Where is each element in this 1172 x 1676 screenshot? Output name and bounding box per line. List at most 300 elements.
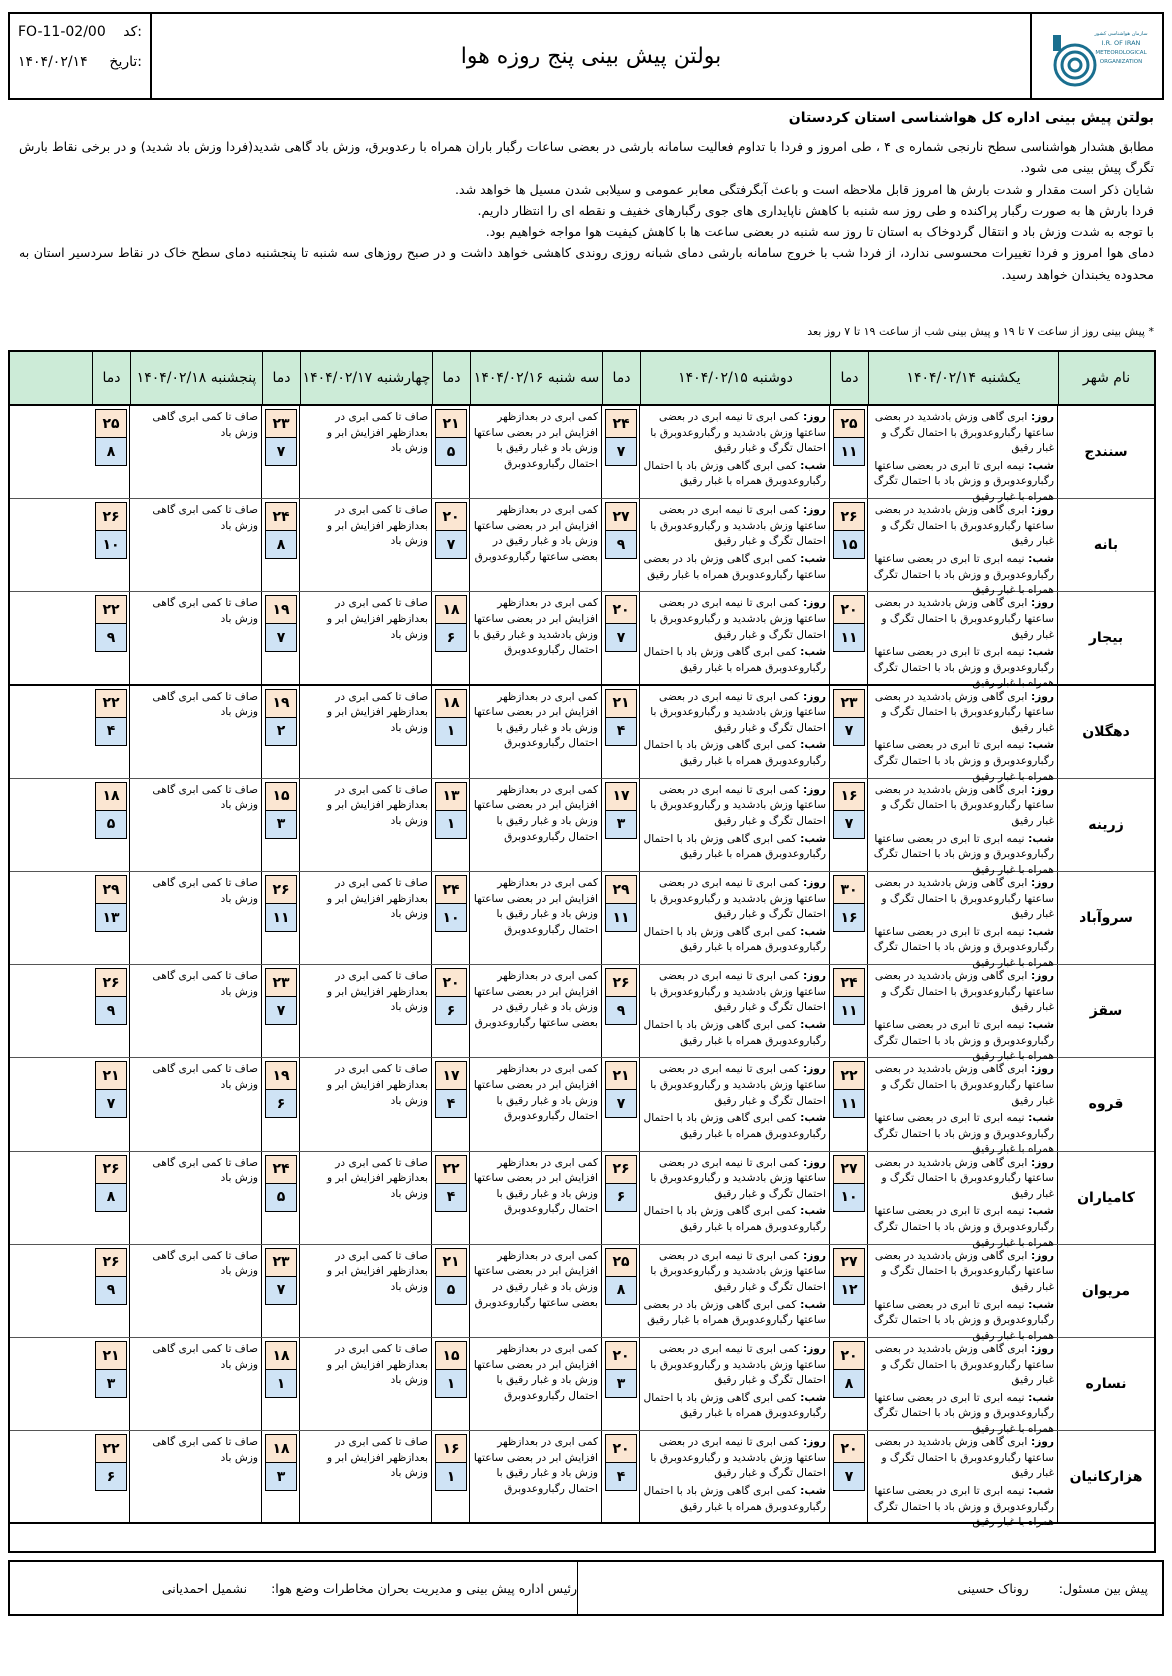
day-forecast-text: ابری گاهی وزش بادشدید در بعضی ساعتها رگباروعدوبرق با احتمال تگرگ و غبار رقیق — [874, 1156, 1054, 1200]
night-forecast-text: کمی ابری گاهی وزش باد با احتمال رگباروعدوبرق همراه با غبار رقیق — [643, 1205, 826, 1233]
max-temperature: ۲۶ — [95, 1248, 127, 1277]
forecast-text — [640, 592, 830, 676]
night-label: شب: — [796, 832, 826, 845]
column-divider — [639, 1338, 640, 1430]
min-temperature: ۱ — [435, 810, 467, 839]
forecast-text — [640, 965, 830, 1049]
forecast-text: کمی ابری در بعدازظهر افزایش ابر در بعضی ساعتها وزش باد و غبار رقیق با احتمال رگباروعدوبرق — [473, 1343, 598, 1402]
head-label: رئیس اداره پیش بینی و مدیریت بحران مخاطرات وضع هوا: — [271, 1580, 577, 1596]
day-label: روز: — [799, 1156, 826, 1169]
day-label: روز: — [1027, 690, 1054, 703]
min-temperature: ۳ — [605, 810, 637, 839]
max-temperature: ۲۹ — [95, 875, 127, 904]
column-divider — [299, 872, 300, 964]
max-temperature: ۲۰ — [605, 1434, 637, 1463]
table-row — [10, 686, 1154, 783]
max-temperature: ۱۸ — [435, 689, 467, 718]
max-temperature: ۲۱ — [435, 409, 467, 438]
night-forecast-text: نیمه ابری تا ابری در بعضی ساعتها رگباروعدوبرق و وزش باد با احتمال تگرگ همراه با غبار رقیق — [873, 832, 1054, 876]
head-name: نشمیل احمدیانی — [161, 1580, 248, 1596]
column-divider — [129, 592, 130, 683]
forecast-text: کمی ابری در بعدازظهر افزایش ابر در بعضی ساعتها وزش باد و غبار رقیق با احتمال رگباروعدوبرق — [473, 783, 598, 843]
max-temperature: ۲۱ — [95, 1061, 127, 1090]
column-divider — [299, 1338, 300, 1430]
forecast-text — [868, 686, 1058, 786]
city-name: دهگلان — [1082, 723, 1130, 740]
max-temperature: ۲۲ — [95, 1434, 127, 1463]
temp-header: دما — [92, 352, 130, 404]
table-row — [10, 1431, 1154, 1529]
day-forecast — [642, 783, 826, 830]
forecast-text: کمی ابری در بعدازظهر افزایش ابر در بعضی ساعتها وزش باد و غبار رقیق با احتمال رگباروعدوبرق — [473, 877, 598, 936]
min-temperature: ۵ — [435, 1276, 467, 1305]
night-forecast — [642, 459, 826, 490]
city-name: نساره — [1085, 1376, 1127, 1393]
forecast-text: صاف تا کمی ابری گاهی وزش باد — [152, 783, 258, 812]
column-divider — [129, 686, 130, 778]
day-forecast-text: کمی ابری تا نیمه ابری در بعضی ساعتها وزش بادشدید و رگباروعدوبرق با احتمال تگرگ و غبار رقیق — [650, 970, 826, 1014]
forecast-text: کمی ابری در بعدازظهر افزایش ابر در بعضی ساعتها وزش باد و غبار رقیق در بعضی ساعتها رگباروعدوبرق — [473, 970, 598, 1029]
column-divider — [639, 872, 640, 964]
night-label: شب: — [1024, 552, 1054, 565]
column-divider — [469, 872, 470, 964]
day-forecast-text: ابری گاهی وزش بادشدید در بعضی ساعتها رگباروعدوبرق با احتمال تگرگ و غبار رقیق — [874, 1436, 1054, 1480]
column-divider — [299, 592, 300, 683]
day-label: روز: — [1027, 411, 1054, 423]
max-temperature: ۲۰ — [605, 595, 637, 624]
bulletin-paragraph: شایان ذکر است مقدار و شدت بارش ها امروز قابل ملاحظه است و باعث آبگرفتگی معابر عمومی و سیلابی شدن مسیل ها خواهد شد. — [454, 181, 1154, 197]
day-forecast — [642, 1435, 826, 1482]
night-label: شب: — [796, 739, 826, 752]
city-header: نام شهر — [1058, 352, 1154, 404]
night-forecast — [642, 645, 826, 676]
day-label: روز: — [799, 1343, 826, 1355]
forecast-text — [868, 1338, 1058, 1438]
day-forecast-text: کمی ابری تا نیمه ابری در بعضی ساعتها وزش بادشدید و رگباروعدوبرق با احتمال تگرگ و غبار رقیق — [650, 597, 826, 641]
night-label: شب: — [1024, 739, 1054, 752]
column-divider — [129, 1058, 130, 1150]
bulletin-title: بولتن پیش بینی اداره کل هواشناسی استان کردستان — [788, 110, 1154, 126]
min-temperature: ۵ — [435, 437, 467, 466]
max-temperature: ۲۵ — [833, 409, 865, 438]
max-temperature: ۲۲ — [833, 1061, 865, 1090]
forecast-table — [8, 350, 1156, 1553]
forecast-text — [868, 872, 1058, 972]
min-temperature: ۱ — [435, 717, 467, 746]
day-forecast-text: کمی ابری تا نیمه ابری در بعضی ساعتها وزش بادشدید و رگباروعدوبرق با احتمال تگرگ و غبار رقیق — [650, 411, 826, 455]
min-temperature: ۵ — [265, 1183, 297, 1212]
code-label: کد: — [123, 24, 142, 40]
column-divider — [299, 406, 300, 498]
night-forecast-text: کمی ابری گاهی وزش باد با احتمال رگباروعدوبرق همراه با غبار رقیق — [643, 646, 826, 674]
min-temperature: ۶ — [265, 1089, 297, 1118]
table-row — [10, 406, 1154, 503]
forecast-text — [868, 1058, 1058, 1158]
column-divider — [639, 965, 640, 1057]
min-temperature: ۵ — [95, 810, 127, 839]
night-label: شب: — [796, 1298, 826, 1311]
min-temperature: ۶ — [605, 1183, 637, 1212]
svg-text:ORGANIZATION: ORGANIZATION — [1099, 59, 1143, 65]
max-temperature: ۲۱ — [95, 1341, 127, 1370]
temp-header: دما — [262, 352, 300, 404]
day-label: روز: — [1027, 597, 1054, 610]
day-forecast — [642, 503, 826, 550]
night-label: شب: — [796, 646, 826, 659]
min-temperature: ۴ — [605, 717, 637, 746]
forecast-text — [868, 1152, 1058, 1252]
min-temperature: ۳ — [265, 810, 297, 839]
day-forecast-text: کمی ابری تا نیمه ابری در بعضی ساعتها وزش بادشدید و رگباروعدوبرق با احتمال تگرگ و غبار رقیق — [650, 1436, 826, 1480]
max-temperature: ۲۶ — [95, 968, 127, 997]
forecast-text: صاف تا کمی ابری گاهی وزش باد — [152, 597, 258, 625]
min-temperature: ۷ — [605, 1089, 637, 1118]
max-temperature: ۲۰ — [435, 502, 467, 531]
forecast-text: صاف تا کمی ابری در بعدازظهر افزایش ابر و وزش باد — [326, 1156, 428, 1200]
min-temperature: ۸ — [95, 1183, 127, 1212]
table-row — [10, 592, 1154, 690]
temp-header: دما — [432, 352, 470, 404]
night-forecast-text: نیمه ابری تا ابری در بعضی ساعتها رگباروعدوبرق و وزش باد با احتمال تگرگ همراه با غبار رقیق — [873, 459, 1054, 503]
column-divider — [299, 1245, 300, 1337]
min-temperature: ۱۱ — [833, 1089, 865, 1118]
min-temperature: ۱۰ — [95, 530, 127, 559]
night-label: شب: — [796, 1205, 826, 1218]
day-label: روز: — [1027, 1436, 1054, 1449]
max-temperature: ۲۷ — [605, 502, 637, 531]
night-forecast — [642, 738, 826, 769]
forecast-text: کمی ابری در بعدازظهر افزایش ابر در بعضی ساعتها وزش باد و غبار رقیق در بعضی ساعتها رگباروعدوبرق — [473, 1249, 598, 1309]
day-forecast — [642, 1342, 826, 1389]
column-divider — [299, 779, 300, 871]
day-label: روز: — [1027, 1249, 1054, 1262]
column-divider — [469, 965, 470, 1057]
min-temperature: ۲ — [265, 717, 297, 746]
min-temperature: ۹ — [95, 1276, 127, 1305]
night-label: شب: — [1024, 1112, 1054, 1125]
day-forecast-text: ابری گاهی وزش بادشدید در بعضی ساعتها رگباروعدوبرق با احتمال تگرگ و غبار رقیق — [874, 504, 1054, 548]
night-forecast — [642, 925, 826, 956]
table-header-row — [10, 352, 1154, 406]
column-divider — [867, 779, 868, 871]
day-forecast — [870, 783, 1054, 830]
code-value: FO-11-02/00 — [18, 24, 106, 40]
forecast-text — [640, 1152, 830, 1236]
column-divider — [129, 1338, 130, 1430]
max-temperature: ۲۵ — [605, 1248, 637, 1277]
forecast-text: صاف تا کمی ابری در بعدازظهر افزایش ابر و وزش باد — [326, 1249, 428, 1293]
max-temperature: ۲۶ — [833, 502, 865, 531]
night-forecast-text: کمی ابری گاهی وزش باد در بعضی ساعتها رگباروعدوبرق همراه با غبار رقیق — [643, 552, 826, 581]
column-divider — [867, 1152, 868, 1244]
day-label: روز: — [1027, 783, 1054, 796]
min-temperature: ۷ — [95, 1089, 127, 1118]
min-temperature: ۷ — [605, 437, 637, 466]
forecast-text — [640, 406, 830, 490]
column-divider — [639, 1152, 640, 1244]
forecast-text — [640, 1338, 830, 1422]
svg-text:سازمان هواشناسی کشور: سازمان هواشناسی کشور — [1094, 31, 1148, 37]
min-temperature: ۷ — [833, 1462, 865, 1491]
forecast-text: صاف تا کمی ابری گاهی وزش باد — [152, 970, 258, 998]
night-forecast — [642, 832, 826, 863]
forecast-text — [868, 499, 1058, 599]
table-row — [10, 872, 1154, 969]
day-header: سه شنبه ۱۴۰۴/۰۲/۱۶ — [470, 352, 602, 404]
min-temperature: ۸ — [833, 1369, 865, 1398]
night-label: شب: — [796, 1391, 826, 1404]
column-divider — [639, 686, 640, 778]
min-temperature: ۴ — [435, 1183, 467, 1212]
column-divider — [299, 1152, 300, 1244]
max-temperature: ۳۰ — [833, 875, 865, 904]
night-forecast — [642, 1018, 826, 1049]
max-temperature: ۲۳ — [265, 968, 297, 997]
min-temperature: ۷ — [435, 530, 467, 559]
max-temperature: ۲۲ — [95, 595, 127, 624]
day-forecast-text: کمی ابری تا نیمه ابری در بعضی ساعتها وزش بادشدید و رگباروعدوبرق با احتمال تگرگ و غبار رقیق — [650, 1343, 826, 1387]
forecast-text — [868, 1245, 1058, 1345]
day-forecast-text: ابری گاهی وزش بادشدید در بعضی ساعتها رگباروعدوبرق با احتمال تگرگ و غبار رقیق — [874, 970, 1054, 1014]
city-name: سنندج — [1084, 444, 1128, 461]
max-temperature: ۲۶ — [95, 502, 127, 531]
column-divider — [639, 1058, 640, 1150]
night-forecast — [870, 1484, 1054, 1531]
day-label: روز: — [1027, 1063, 1054, 1076]
night-forecast-text: کمی ابری گاهی وزش باد با احتمال رگباروعدوبرق همراه با غبار رقیق — [643, 459, 826, 488]
night-label: شب: — [796, 1484, 826, 1497]
column-divider — [867, 499, 868, 591]
min-temperature: ۹ — [95, 996, 127, 1025]
max-temperature: ۱۹ — [265, 595, 297, 624]
day-forecast-text: ابری گاهی وزش بادشدید در بعضی ساعتها رگباروعدوبرق با احتمال تگرگ و غبار رقیق — [874, 1343, 1054, 1387]
min-temperature: ۸ — [265, 530, 297, 559]
forecast-text — [640, 779, 830, 863]
max-temperature: ۲۷ — [833, 1155, 865, 1184]
min-temperature: ۳ — [95, 1369, 127, 1398]
day-forecast-text: کمی ابری تا نیمه ابری در بعضی ساعتها وزش بادشدید و رگباروعدوبرق با احتمال تگرگ و غبار رقیق — [650, 877, 826, 921]
column-divider — [639, 779, 640, 871]
max-temperature: ۲۱ — [605, 689, 637, 718]
column-divider — [469, 1152, 470, 1244]
min-temperature: ۷ — [265, 1276, 297, 1305]
column-divider — [299, 1058, 300, 1150]
night-label: شب: — [796, 552, 826, 565]
night-label: شب: — [1024, 1298, 1054, 1311]
signature-footer — [8, 1560, 1164, 1616]
column-divider — [129, 779, 130, 871]
min-temperature: ۳ — [605, 1369, 637, 1398]
svg-text:I.R. OF IRAN: I.R. OF IRAN — [1101, 39, 1141, 47]
table-row — [10, 1152, 1154, 1249]
column-divider — [867, 686, 868, 778]
max-temperature: ۲۳ — [265, 1248, 297, 1277]
forecast-text: کمی ابری در بعدازظهر افزایش ابر در بعضی ساعتها وزش باد و غبار رقیق با احتمال رگباروعدوبرق — [473, 1436, 598, 1495]
forecast-text — [868, 779, 1058, 879]
night-label: شب: — [1024, 1391, 1054, 1404]
min-temperature: ۶ — [95, 1462, 127, 1491]
column-divider — [867, 1338, 868, 1430]
min-temperature: ۱۵ — [833, 530, 865, 559]
day-forecast — [870, 1342, 1054, 1389]
column-divider — [469, 1431, 470, 1522]
day-forecast — [870, 969, 1054, 1016]
table-row — [10, 1338, 1154, 1435]
column-divider — [469, 686, 470, 778]
min-temperature: ۷ — [833, 810, 865, 839]
min-temperature: ۷ — [265, 996, 297, 1025]
forecast-text: کمی ابری در بعدازظهر افزایش ابر در بعضی ساعتها وزش باد و غبار رقیق در بعضی ساعتها رگباروعدوبرق — [473, 504, 598, 563]
forecast-text: صاف تا کمی ابری در بعدازظهر افزایش ابر و وزش باد — [326, 597, 428, 641]
max-temperature: ۲۶ — [95, 1155, 127, 1184]
min-temperature: ۹ — [95, 623, 127, 652]
column-divider — [639, 1245, 640, 1337]
min-temperature: ۱۱ — [265, 903, 297, 932]
bulletin-paragraph: با توجه به شدت وزش باد و انتقال گردوخاک به استان تا روز سه شنبه در بعضی ساعت ها با کاهش کیفیت هوا مواجه خواهیم بود. — [485, 224, 1154, 240]
forecast-text: کمی ابری در بعدازظهر افزایش ابر در بعضی ساعتها وزش باد و غبار رقیق با احتمال رگباروعدوبرق — [473, 411, 598, 470]
document-header — [8, 12, 1164, 100]
night-forecast — [642, 1204, 826, 1235]
forecast-text: صاف تا کمی ابری در بعدازظهر افزایش ابر و وزش باد — [326, 1063, 428, 1107]
min-temperature: ۱۱ — [833, 437, 865, 466]
day-header: دوشنبه ۱۴۰۴/۰۲/۱۵ — [640, 352, 830, 404]
max-temperature: ۱۵ — [435, 1341, 467, 1370]
city-name: مریوان — [1081, 1282, 1131, 1299]
column-divider — [867, 1058, 868, 1150]
max-temperature: ۱۶ — [833, 782, 865, 811]
column-divider — [129, 1245, 130, 1337]
day-label: روز: — [799, 1063, 826, 1076]
forecast-text: صاف تا کمی ابری در بعدازظهر افزایش ابر و وزش باد — [326, 1436, 428, 1480]
date-value: ۱۴۰۴/۰۲/۱۴ — [18, 54, 88, 70]
max-temperature: ۲۰ — [435, 968, 467, 997]
day-label: روز: — [799, 877, 826, 889]
forecast-text: صاف تا کمی ابری در بعدازظهر افزایش ابر و وزش باد — [326, 411, 428, 455]
day-forecast — [870, 1249, 1054, 1296]
max-temperature: ۲۲ — [435, 1155, 467, 1184]
max-temperature: ۲۶ — [605, 968, 637, 997]
forecast-text: صاف تا کمی ابری گاهی وزش باد — [152, 1249, 258, 1278]
forecast-text — [640, 1058, 830, 1142]
night-label: شب: — [796, 1112, 826, 1125]
night-label: شب: — [1024, 646, 1054, 659]
city-name: هزارکانیان — [1069, 1468, 1143, 1485]
max-temperature: ۲۶ — [265, 875, 297, 904]
max-temperature: ۲۰ — [833, 1434, 865, 1463]
min-temperature: ۹ — [605, 996, 637, 1025]
max-temperature: ۱۷ — [605, 782, 637, 811]
table-row — [10, 1245, 1154, 1342]
bulletin-text — [19, 136, 1154, 285]
forecast-text — [640, 686, 830, 770]
night-label: شب: — [1024, 1018, 1054, 1031]
max-temperature: ۱۸ — [435, 595, 467, 624]
min-temperature: ۱ — [435, 1462, 467, 1491]
column-divider — [129, 1152, 130, 1244]
night-forecast-text: نیمه ابری تا ابری در بعضی ساعتها رگباروعدوبرق و وزش باد با احتمال تگرگ همراه با غبار رقیق — [873, 552, 1054, 597]
temp-header: دما — [830, 352, 868, 404]
forecast-text — [640, 499, 830, 583]
day-label: روز: — [799, 504, 826, 517]
forecast-text: صاف تا کمی ابری گاهی وزش باد — [152, 504, 258, 532]
night-label: شب: — [796, 925, 826, 938]
forecast-text — [868, 406, 1058, 506]
column-divider — [469, 1338, 470, 1430]
column-divider — [129, 965, 130, 1057]
night-forecast-text: نیمه ابری تا ابری در بعضی ساعتها رگباروعدوبرق و وزش باد با احتمال تگرگ همراه با غبار رقیق — [873, 1391, 1054, 1435]
svg-text:METEOROLOGICAL: METEOROLOGICAL — [1095, 50, 1147, 56]
min-temperature: ۷ — [605, 623, 637, 652]
night-label: شب: — [1024, 832, 1054, 845]
day-forecast — [870, 503, 1054, 550]
forecast-text: کمی ابری در بعدازظهر افزایش ابر در بعضی ساعتها وزش بادشدید و غبار رقیق با احتمال رگباروعدوبرق — [473, 597, 598, 657]
min-temperature: ۱۱ — [833, 623, 865, 652]
day-forecast — [642, 410, 826, 457]
night-forecast-text: کمی ابری گاهی وزش باد در بعضی ساعتها رگباروعدوبرق همراه با غبار رقیق — [643, 1298, 826, 1327]
max-temperature: ۲۴ — [265, 502, 297, 531]
max-temperature: ۲۲ — [95, 689, 127, 718]
max-temperature: ۲۱ — [605, 1061, 637, 1090]
bulletin-paragraph: فردا بارش ها به صورت رگبار پراکنده و طی روز سه شنبه با کاهش ناپایداری های جوی رگبارهای خفیف و نقطه ای را انتظار داریم. — [477, 202, 1154, 218]
forecast-text: صاف تا کمی ابری در بعدازظهر افزایش ابر و وزش باد — [326, 877, 428, 921]
column-divider — [129, 872, 130, 964]
night-forecast-text: کمی ابری گاهی وزش باد با احتمال رگباروعدوبرق همراه با غبار رقیق — [643, 739, 826, 767]
day-forecast — [642, 876, 826, 923]
night-label: شب: — [796, 1018, 826, 1031]
day-label: روز: — [1027, 504, 1054, 517]
max-temperature: ۲۴ — [833, 968, 865, 997]
night-forecast-text: کمی ابری گاهی وزش باد با احتمال رگباروعدوبرق همراه با غبار رقیق — [643, 832, 826, 861]
day-forecast — [642, 1249, 826, 1296]
night-forecast-text: نیمه ابری تا ابری در بعضی ساعتها رگباروعدوبرق و وزش باد با احتمال تگرگ همراه با غبار رقیق — [873, 1112, 1054, 1156]
forecast-text: کمی ابری در بعدازظهر افزایش ابر در بعضی ساعتها وزش باد و غبار رقیق با احتمال رگباروعدوبرق — [473, 690, 598, 750]
night-label: شب: — [1024, 1205, 1054, 1218]
day-forecast-text: ابری گاهی وزش بادشدید در بعضی ساعتها رگباروعدوبرق با احتمال تگرگ و غبار رقیق — [874, 877, 1054, 921]
night-forecast-text: نیمه ابری تا ابری در بعضی ساعتها رگباروعدوبرق و وزش باد با احتمال تگرگ همراه با غبار رقیق — [873, 1018, 1054, 1063]
min-temperature: ۴ — [95, 717, 127, 746]
day-forecast-text: ابری گاهی وزش بادشدید در بعضی ساعتها رگباروعدوبرق با احتمال تگرگ و غبار رقیق — [874, 690, 1054, 734]
min-temperature: ۴ — [435, 1089, 467, 1118]
night-label: شب: — [1024, 1484, 1054, 1497]
city-name: کامیاران — [1077, 1189, 1135, 1206]
day-label: روز: — [799, 411, 826, 423]
day-forecast-text: ابری گاهی وزش بادشدید در بعضی ساعتها رگباروعدوبرق با احتمال تگرگ و غبار رقیق — [874, 597, 1054, 641]
max-temperature: ۲۰ — [605, 1341, 637, 1370]
day-header: پنجشنبه ۱۴۰۴/۰۲/۱۸ — [130, 352, 262, 404]
night-forecast — [642, 1484, 826, 1515]
column-divider — [867, 592, 868, 683]
column-divider — [639, 499, 640, 591]
day-forecast-text: ابری گاهی وزش بادشدید در بعضی ساعتها رگباروعدوبرق با احتمال تگرگ و غبار رقیق — [874, 1249, 1054, 1293]
max-temperature: ۱۸ — [95, 782, 127, 811]
city-name: سقز — [1089, 1003, 1123, 1020]
column-divider — [867, 1431, 868, 1522]
column-divider — [469, 406, 470, 498]
night-forecast — [642, 1391, 826, 1422]
city-name: قروه — [1088, 1096, 1124, 1113]
column-divider — [129, 406, 130, 498]
day-forecast-text: کمی ابری تا نیمه ابری در بعضی ساعتها وزش بادشدید و رگباروعدوبرق با احتمال تگرگ و غبار رقیق — [650, 783, 826, 827]
forecaster-name: روناک حسینی — [957, 1580, 1029, 1596]
document-title: بولتن پیش بینی پنج روزه هوا — [460, 43, 722, 69]
forecast-text: صاف تا کمی ابری گاهی وزش باد — [152, 1436, 258, 1464]
max-temperature: ۱۸ — [265, 1341, 297, 1370]
max-temperature: ۲۴ — [265, 1155, 297, 1184]
forecast-text — [868, 965, 1058, 1065]
night-forecast-text: کمی ابری گاهی وزش باد با احتمال رگباروعدوبرق همراه با غبار رقیق — [643, 1018, 826, 1047]
day-forecast-text: ابری گاهی وزش بادشدید در بعضی ساعتها رگباروعدوبرق با احتمال تگرگ و غبار رقیق — [874, 783, 1054, 827]
max-temperature: ۲۶ — [605, 1155, 637, 1184]
